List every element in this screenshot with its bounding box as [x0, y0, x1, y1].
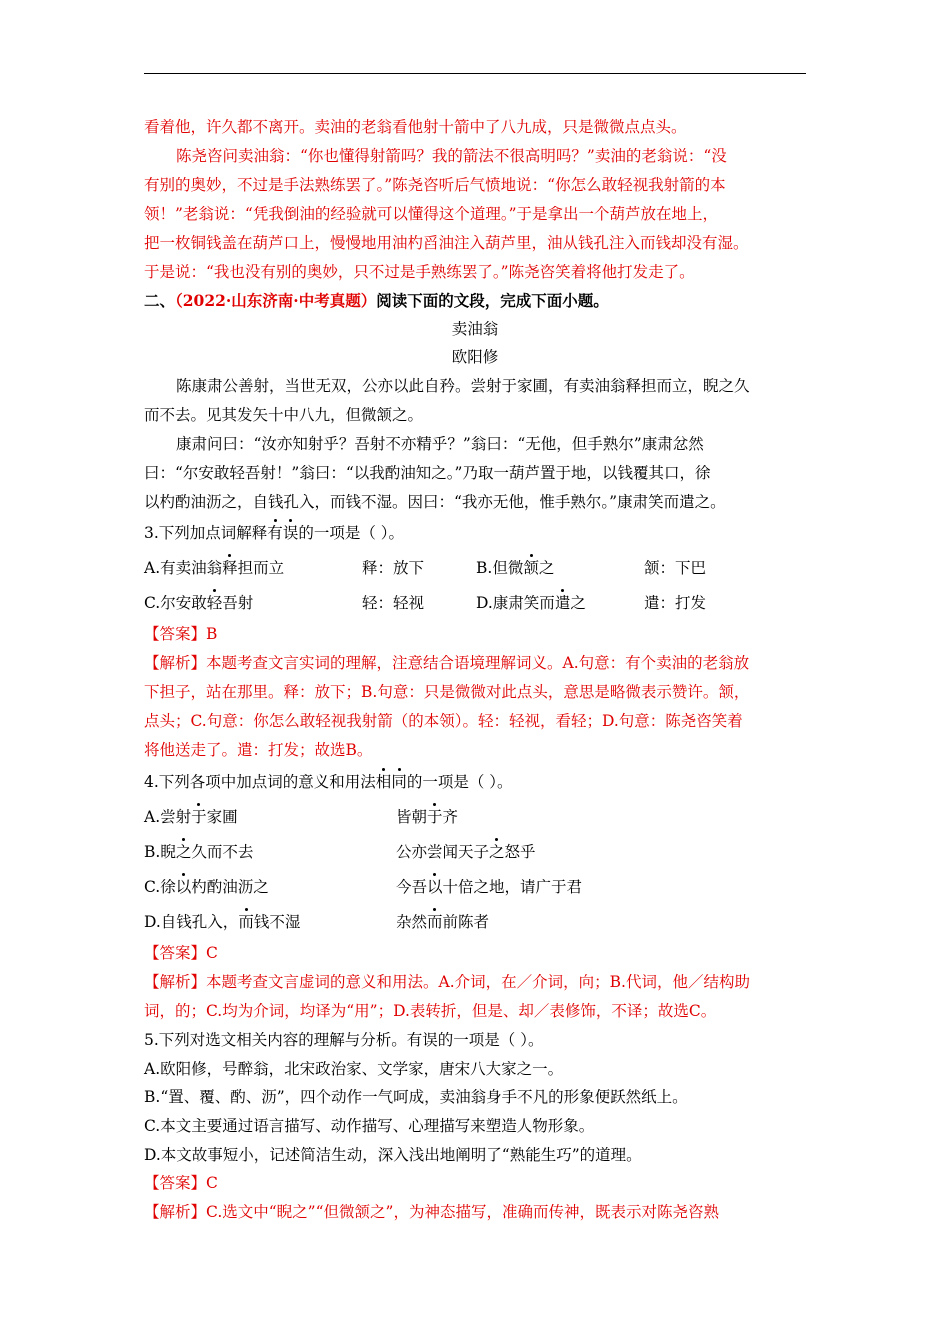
q3-analysis: 点头；C.句意：你怎么敢轻视我射箭（的本领）。轻：轻视，看轻；D.句意：陈尧咨笑着	[144, 712, 743, 730]
q3-option-d-gloss: 遣：打发	[644, 594, 707, 612]
passage-line: 以杓酌油沥之，自钱孔入，而钱不湿。因曰：“我亦无他，惟手熟尔。”康肃笑而遣之。	[144, 493, 726, 511]
q3-option-c-gloss: 轻：轻视	[362, 594, 425, 612]
q5-option-d: D.本文故事短小，记述简洁生动，深入浅出地阐明了“熟能生巧”的道理。	[144, 1146, 642, 1164]
passage-line: 陈康肃公善射，当世无双，公亦以此自矜。尝射于家圃，有卖油翁释担而立，睨之久	[176, 377, 750, 395]
passage-author: 欧阳修	[451, 348, 499, 366]
q5-answer: 【答案】C	[144, 1174, 218, 1192]
translation-line: 陈尧咨问卖油翁：“你也懂得射箭吗？我的箭法不很高明吗？”卖油的老翁说：“没	[176, 147, 727, 165]
q3-option-a-gloss: 释：放下	[362, 559, 425, 577]
translation-line: 领！”老翁说：“凭我倒油的经验就可以懂得这个道理。”于是拿出一个葫芦放在地上，	[144, 205, 719, 223]
passage-line: 康肃问曰：“汝亦知射乎？吾射不亦精乎？”翁曰：“无他，但手熟尔”康肃忿然	[176, 435, 704, 453]
q4-option-a-compare: 皆朝于齐	[396, 808, 459, 826]
q3-option-b: B.但微颔之	[476, 559, 555, 577]
translation-line: 有别的奥妙，不过是手法熟练罢了。”陈尧咨听后气愤地说：“你怎么敢轻视我射箭的本	[144, 176, 726, 194]
q4-option-c: C.徐以杓酌油沥之	[144, 878, 269, 896]
q3-analysis: 【解析】本题考查文言实词的理解，注意结合语境理解词义。A.句意：有个卖油的老翁放	[144, 654, 750, 672]
q4-option-b: B.睨之久而不去	[144, 843, 254, 861]
translation-line: 看着他，许久都不离开。卖油的老翁看他射十箭中了八九成，只是微微点点头。	[144, 118, 687, 136]
q4-analysis: 词，的；C.均为介词，均译为“用”；D.表转折，但是、却／表修饰，不译；故选C。	[144, 1002, 717, 1020]
q4-option-c-compare: 今吾以十倍之地，请广于君	[396, 878, 583, 896]
question-5-stem: 5.下列对选文相关内容的理解与分析。有误的一项是（ ）。	[144, 1031, 544, 1049]
section-heading: 二、（2022·山东济南·中考真题）阅读下面的文段，完成下面小题。	[144, 291, 609, 310]
q3-option-b-gloss: 颔：下巴	[644, 559, 707, 577]
question-3-stem: 3.下列加点词解释有误的一项是（ ）。	[144, 524, 405, 542]
q5-analysis: 【解析】C.选文中“睨之”“但微颔之”，为神态描写，准确而传神，既表示对陈尧咨熟	[144, 1203, 719, 1221]
q3-option-c: C.尔安敢轻吾射	[144, 594, 254, 612]
passage-title: 卖油翁	[451, 320, 499, 338]
q4-option-d-compare: 杂然而前陈者	[396, 913, 490, 931]
q5-option-b: B.“置、覆、酌、沥”，四个动作一气呵成，卖油翁身手不凡的形象便跃然纸上。	[144, 1088, 688, 1106]
q4-option-b-compare: 公亦尝闻天子之怒乎	[396, 843, 536, 861]
q3-option-d: D.康肃笑而遣之	[476, 594, 586, 612]
header-rule	[144, 73, 806, 74]
q3-option-a: A.有卖油翁释担而立	[144, 559, 285, 577]
q4-analysis: 【解析】本题考查文言虚词的意义和用法。A.介词，在／介词，向；B.代词，他／结构助	[144, 973, 750, 991]
question-4-stem: 4.下列各项中加点词的意义和用法相同的一项是（ ）。	[144, 773, 513, 791]
q5-option-a: A.欧阳修，号醉翁，北宋政治家、文学家，唐宋八大家之一。	[144, 1060, 564, 1078]
q3-answer: 【答案】B	[144, 625, 218, 643]
translation-line: 于是说：“我也没有别的奥妙，只不过是手熟练罢了。”陈尧咨笑着将他打发走了。	[144, 263, 695, 281]
passage-line: 而不去。见其发矢十中八九，但微颔之。	[144, 406, 424, 424]
q3-analysis: 下担子，站在那里。释：放下；B.句意：只是微微对此点头，意思是略微表示赞许。颔，	[144, 683, 750, 701]
translation-line: 把一枚铜钱盖在葫芦口上，慢慢地用油杓舀油注入葫芦里，油从钱孔注入而钱却没有湿。	[144, 234, 749, 252]
q5-option-c: C.本文主要通过语言描写、动作描写、心理描写来塑造人物形象。	[144, 1117, 595, 1135]
exam-source: （2022·山东济南·中考真题）	[175, 291, 377, 310]
q3-analysis: 将他送走了。遣：打发；故选B。	[144, 741, 373, 759]
q4-answer: 【答案】C	[144, 944, 218, 962]
q4-option-d: D.自钱孔入，而钱不湿	[144, 913, 301, 931]
q4-option-a: A.尝射于家圃	[144, 808, 238, 826]
passage-line: 曰：“尔安敢轻吾射！”翁曰：“以我酌油知之。”乃取一葫芦置于地，以钱覆其口，徐	[144, 464, 711, 482]
